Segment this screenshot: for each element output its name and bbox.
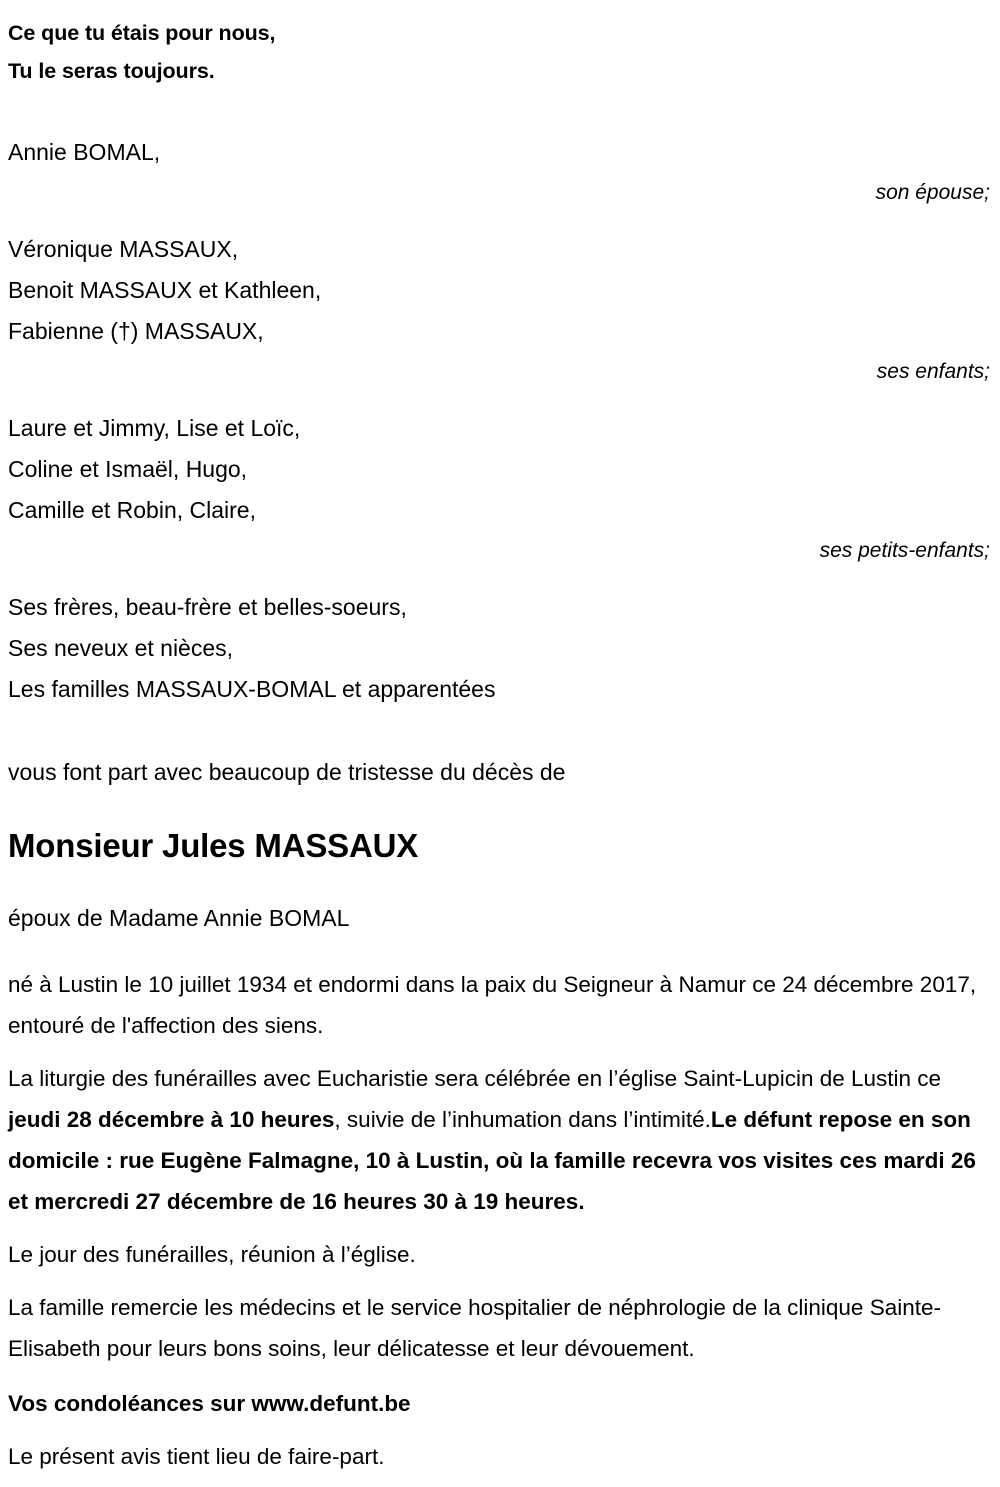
family-member-name: Laure et Jimmy, Lise et Loïc, xyxy=(8,415,301,441)
family-member-name: Coline et Ismaël, Hugo, xyxy=(8,456,248,482)
family-member-name: Les familles MASSAUX-BOMAL et apparentées xyxy=(8,676,496,702)
family-member-name: Fabienne (†) MASSAUX, xyxy=(8,318,264,344)
spouse-of-line: époux de Madame Annie BOMAL xyxy=(8,905,350,931)
family-member-name: Ses frères, beau-frère et belles-soeurs, xyxy=(8,594,407,620)
epigraph-line-1: Ce que tu étais pour nous, xyxy=(8,21,276,45)
birth-death-paragraph: né à Lustin le 10 juillet 1934 et endormi dans la paix du Seigneur à Namur ce 24 décembre 2017, entouré de l'affection des siens. xyxy=(8,972,977,1038)
funeral-datetime-emphasis: jeudi 28 décembre à 10 heures xyxy=(8,1107,335,1132)
funeral-prefix-text: La liturgie des funérailles avec Eucharistie sera célébrée en l’église Saint-Lupicin de Lustin ce xyxy=(8,1066,942,1091)
family-member-name: Ses neveux et nièces, xyxy=(8,635,234,661)
spacer xyxy=(8,710,992,752)
spacer xyxy=(8,90,992,132)
family-member-name: Annie BOMAL, xyxy=(8,139,161,165)
gathering-paragraph: Le jour des funérailles, réunion à l’église. xyxy=(8,1242,416,1267)
epigraph-line-2: Tu le seras toujours. xyxy=(8,59,215,83)
spacer xyxy=(8,213,992,229)
kinship-role-label: ses enfants; xyxy=(876,360,990,383)
family-group-spouse xyxy=(8,132,992,213)
funeral-paragraph xyxy=(8,1058,992,1222)
family-member-name: Véronique MASSAUX, xyxy=(8,236,239,262)
closing-line: Le présent avis tient lieu de faire-part. xyxy=(8,1444,385,1469)
spacer xyxy=(8,571,992,587)
epigraph xyxy=(8,14,992,90)
family-group-children xyxy=(8,229,992,392)
visitation-emphasis: Le défunt repose en son domicile : rue Eugène Falmagne, 10 à Lustin, où la famille recevra vos visites ces mardi 26 et mercredi 27 décembre de 16 heures 30 à 19 heures. xyxy=(8,1107,976,1214)
funeral-middle-text: , suivie de l’inhumation dans l’intimité. xyxy=(334,1107,711,1132)
kinship-role-label: son épouse; xyxy=(875,181,990,204)
kinship-role-label: ses petits-enfants; xyxy=(819,539,990,562)
spacer xyxy=(8,938,992,964)
announcement-line: vous font part avec beaucoup de tristesse du décès de xyxy=(8,759,566,785)
family-group-extended xyxy=(8,587,992,710)
thanks-paragraph: La famille remercie les médecins et le service hospitalier de néphrologie de la clinique Sainte-Elisabeth pour leurs bons soins, leur délicatesse et leur dévouement. xyxy=(8,1295,941,1361)
family-member-name: Benoit MASSAUX et Kathleen, xyxy=(8,277,322,303)
deceased-name: Monsieur Jules MASSAUX xyxy=(8,827,419,864)
spacer xyxy=(8,392,992,408)
family-member-name: Camille et Robin, Claire, xyxy=(8,497,256,523)
family-group-grandchildren xyxy=(8,408,992,571)
condolences-line: Vos condoléances sur www.defunt.be xyxy=(8,1391,411,1416)
